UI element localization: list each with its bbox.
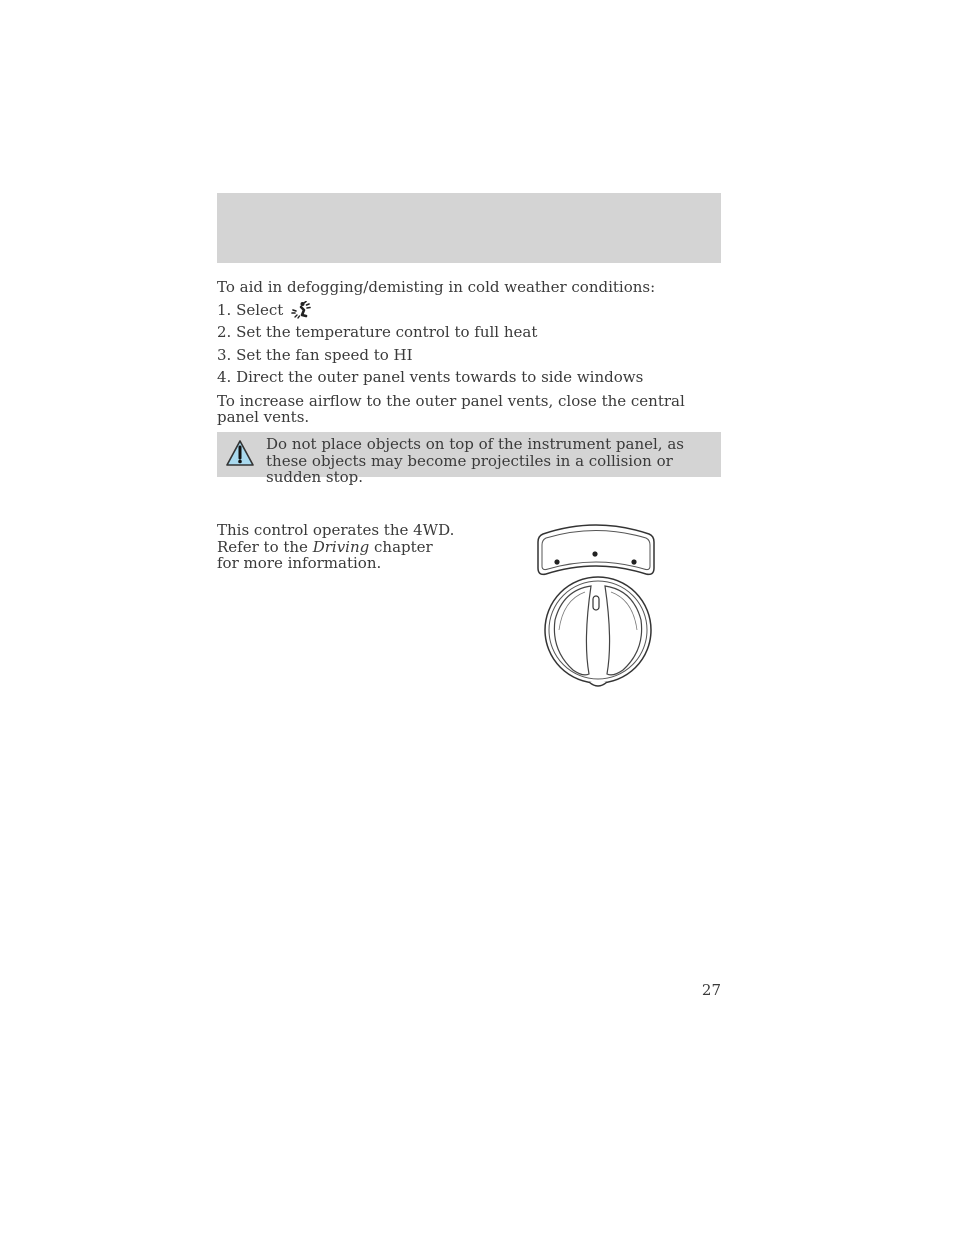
section-header-bar (217, 193, 721, 263)
warning-triangle-icon (225, 439, 255, 467)
page-number: 27 (701, 981, 721, 999)
defog-intro: To aid in defogging/demisting in cold weather conditions: (217, 278, 656, 296)
defog-instructions (217, 276, 721, 426)
warning-text: Do not place objects on top of the instrument panel, as these objects may become projectiles in a collision or sudden stop. (266, 435, 684, 486)
defog-step-3: 3. Set the fan speed to HI (217, 345, 413, 364)
panel-floor-defrost-icon (291, 301, 313, 319)
defog-step-1: 1. Select (217, 299, 721, 322)
fourwd-description: This control operates the 4WD. Refer to the Driving chapter for more information. (217, 521, 455, 572)
driving-chapter-ref: Driving (312, 537, 370, 556)
airflow-note: To increase airflow to the outer panel vents, close the central panel vents. (217, 391, 685, 426)
defog-step-2: 2. Set the temperature control to full heat (217, 323, 538, 341)
4wd-control-knob-illustration (533, 520, 659, 692)
defog-step-4: 4. Direct the outer panel vents towards to side windows (217, 368, 644, 386)
warning-box (217, 432, 721, 486)
